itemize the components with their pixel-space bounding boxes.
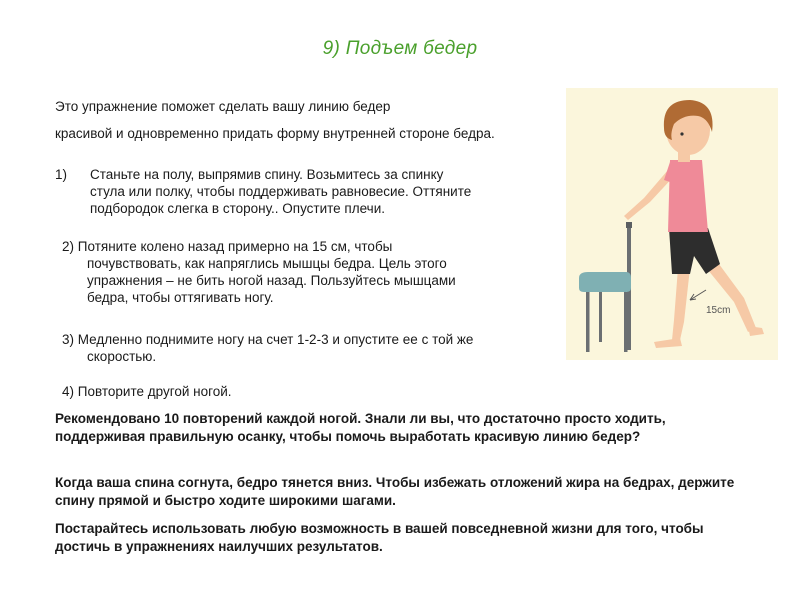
step-2-line-3: упражнения – не бить ногой назад. Пользуйтесь мышцами bbox=[87, 273, 456, 288]
exercise-figure bbox=[566, 88, 778, 360]
step-2 bbox=[62, 238, 456, 306]
step-3 bbox=[62, 331, 473, 365]
step-4-line-1: Повторите другой ногой. bbox=[77, 384, 232, 399]
page-title: 9) Подъем бедер bbox=[322, 38, 478, 59]
step-3-line-1: Медленно поднимите ногу на счет 1-2-3 и опустите ее с той же bbox=[77, 332, 474, 347]
step-1-line-2: стула или полку, чтобы поддерживать равновесие. Оттяните bbox=[90, 184, 472, 199]
paragraph-recommendation: Рекомендовано 10 повторений каждой ногой. Знали ли вы, что достаточно просто ходить, поддерживая правильную осанку, чтобы помочь выработать красивую линию бедер? bbox=[55, 411, 666, 444]
step-2-line-2: почувствовать, как напряглись мышцы бедра. Цель этого bbox=[87, 256, 447, 271]
chair-icon bbox=[579, 222, 632, 352]
exercise-illustration bbox=[566, 88, 778, 360]
distance-label: 15cm bbox=[706, 305, 731, 316]
step-4 bbox=[62, 383, 232, 400]
step-2-number: 2) bbox=[62, 239, 75, 254]
step-4-number: 4) bbox=[62, 384, 75, 399]
step-1-number: 1) bbox=[55, 167, 68, 182]
paragraph-posture: Когда ваша спина согнута, бедро тянется вниз. Чтобы избежать отложений жира на бедрах, держите спину прямой и быстро ходите широкими шагами. bbox=[55, 475, 735, 508]
step-1-line-3: подбородок слегка в сторону.. Опустите плечи. bbox=[90, 201, 386, 216]
intro-line-2: красивой и одновременно придать форму внутренней стороне бедра. bbox=[55, 126, 495, 141]
step-3-line-2: скоростью. bbox=[87, 349, 157, 364]
raised-leg bbox=[708, 260, 764, 336]
shorts bbox=[669, 228, 720, 274]
step-2-line-4: бедра, чтобы оттягивать ногу. bbox=[87, 290, 274, 305]
step-1 bbox=[55, 166, 471, 217]
intro-line-1: Это упражнение поможет сделать вашу линию бедер bbox=[55, 99, 391, 114]
standing-leg bbox=[654, 268, 690, 348]
paragraph-advice: Постарайтесь использовать любую возможность в вашей повседневной жизни для того, чтобы достичь в упражнениях наилучших результатов. bbox=[55, 521, 704, 554]
step-3-number: 3) bbox=[62, 332, 75, 347]
step-1-line-1: Станьте на полу, выпрямив спину. Возьмитесь за спинку bbox=[90, 167, 444, 182]
step-2-line-1: Потяните колено назад примерно на 15 см, чтобы bbox=[77, 239, 393, 254]
